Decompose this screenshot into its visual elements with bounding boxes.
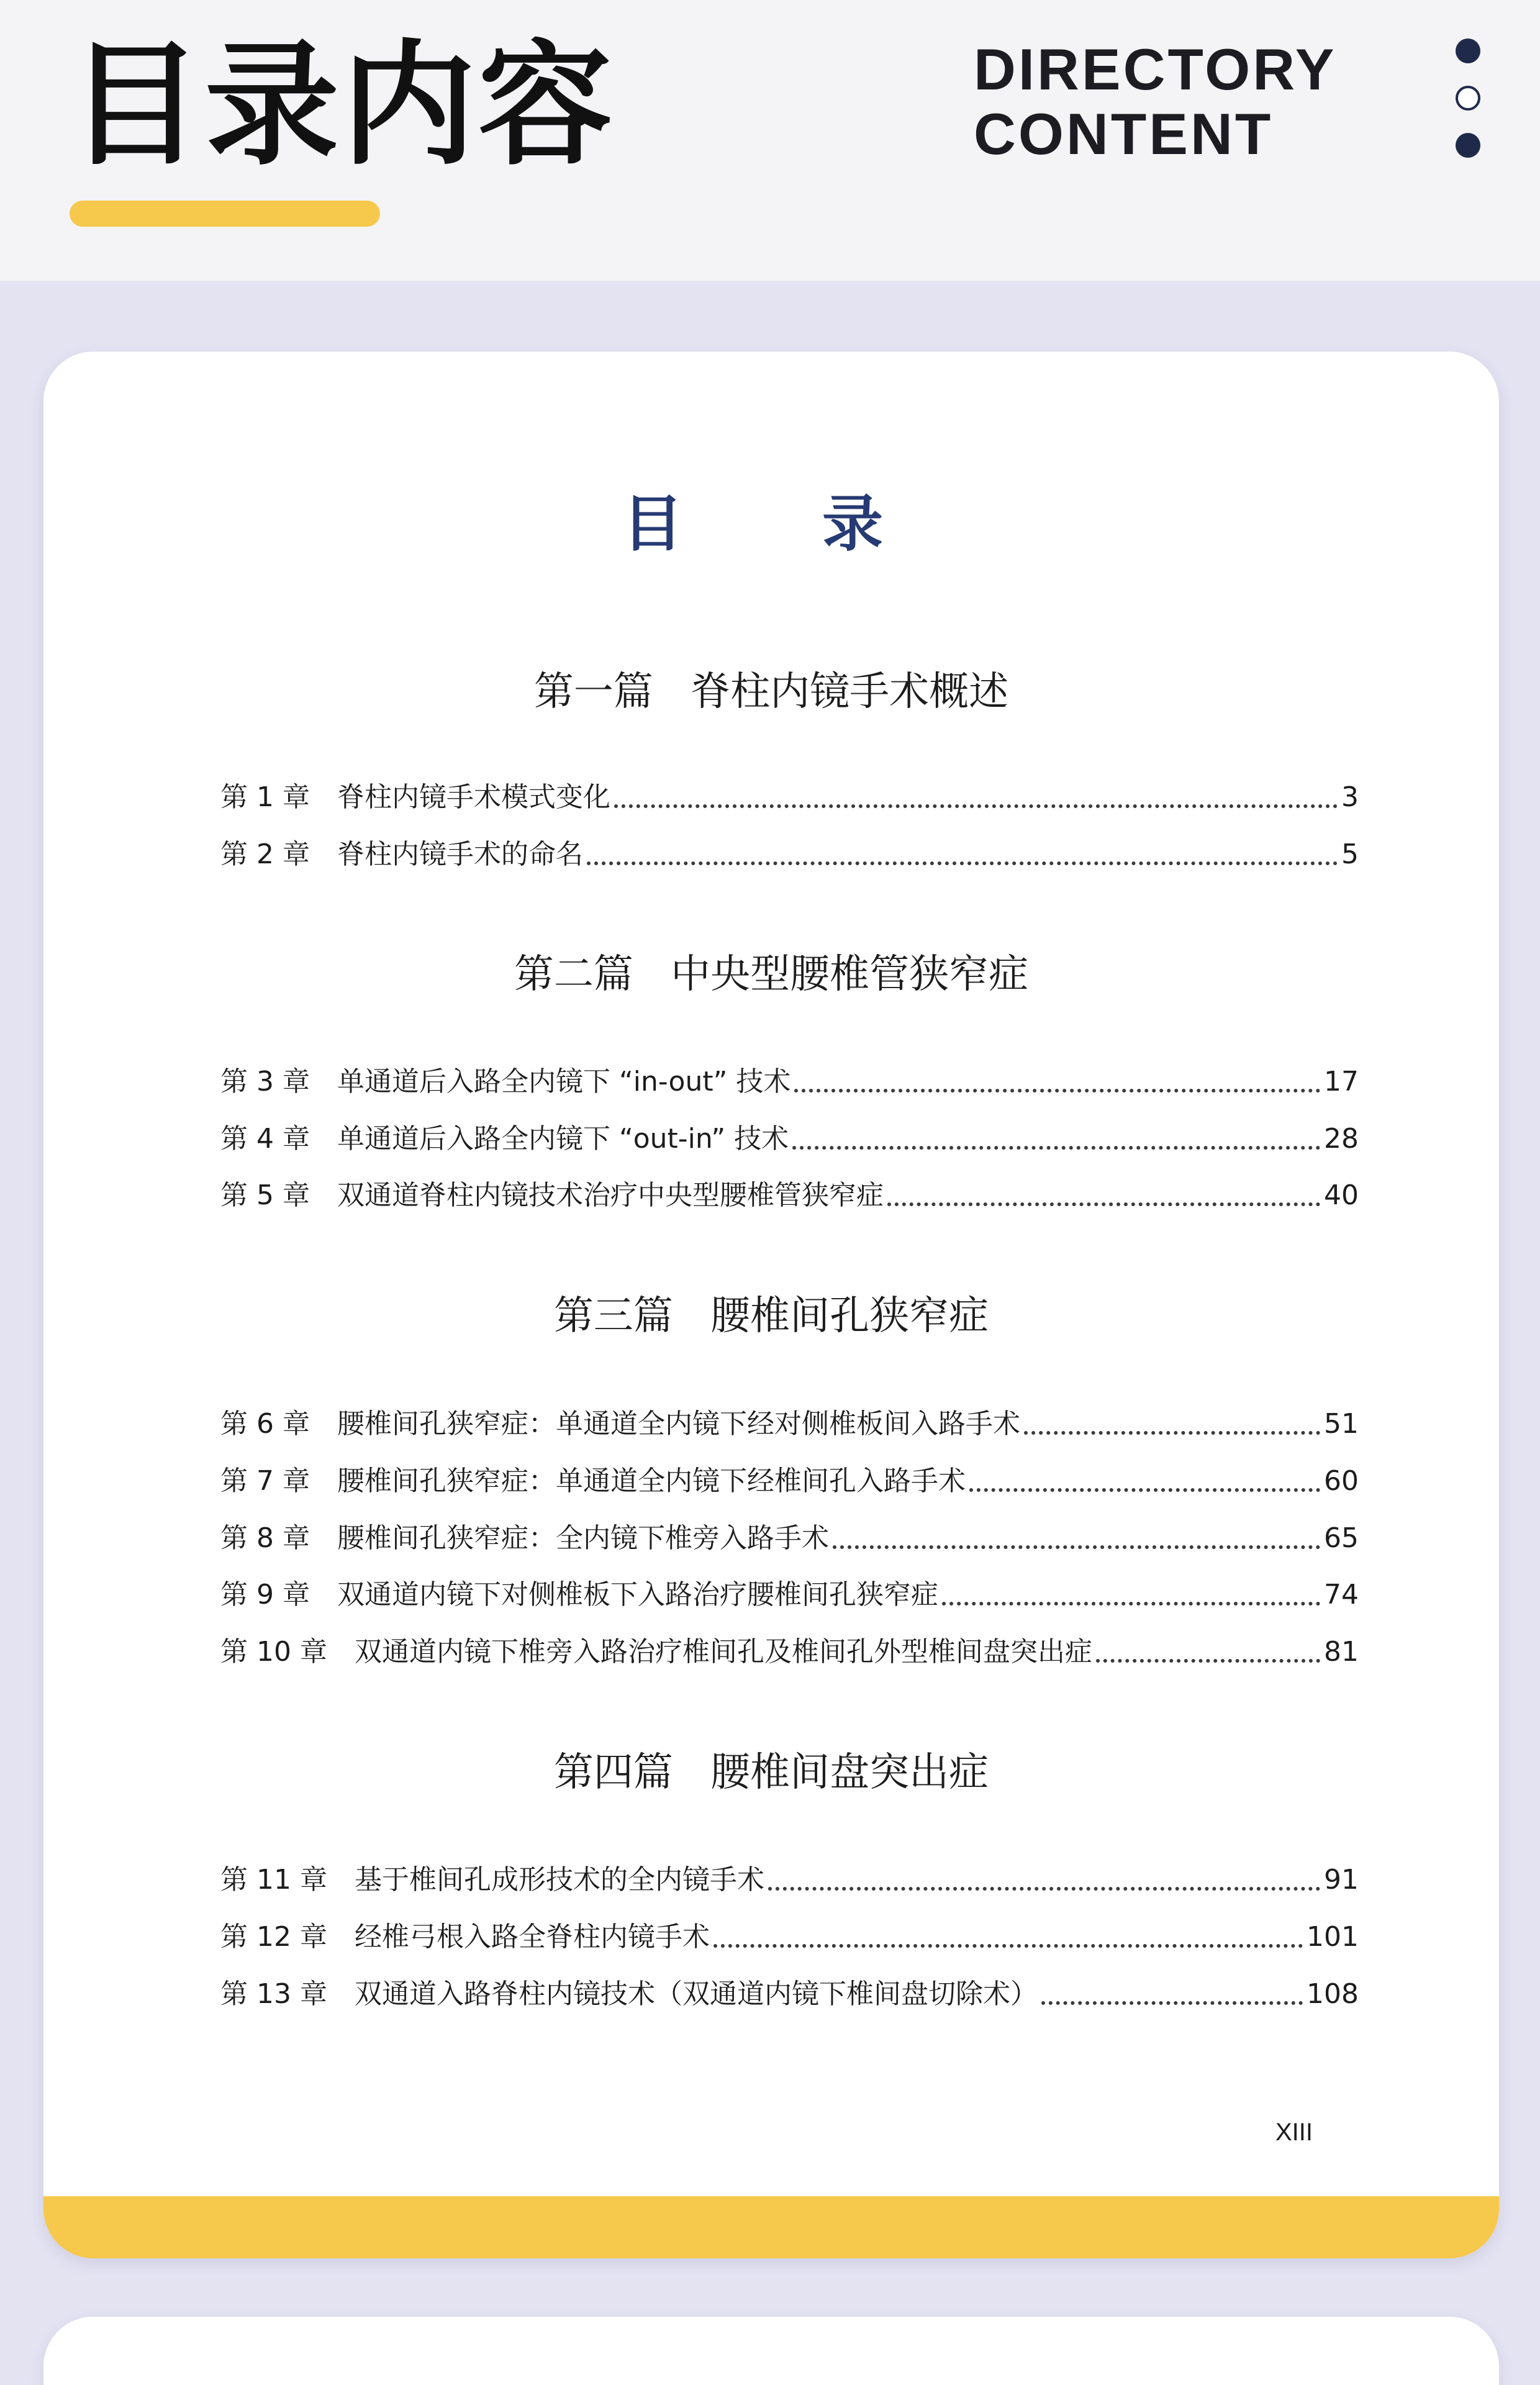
page-ref: 91 (1324, 1864, 1359, 1896)
page-title: 目录内容 (68, 27, 615, 183)
chapter-title: 双通道入路脊柱内镜技术（双通道内镜下椎间盘切除术） (354, 1978, 1038, 2010)
dot-leader (1041, 2001, 1303, 2005)
chapter-number: 第 4 章 (220, 1123, 310, 1155)
page-ref: 28 (1324, 1123, 1359, 1155)
chapter-number: 第 12 章 (220, 1921, 327, 1953)
toc-entry (220, 1517, 1359, 1557)
header-banner (0, 0, 1540, 281)
chapter-number: 第 2 章 (220, 838, 310, 870)
chapter-title: 双通道内镜下对侧椎板下入路治疗腰椎间孔狭窄症 (337, 1579, 938, 1610)
chapter-number: 第 11 章 (220, 1864, 327, 1896)
dot-leader (768, 1887, 1320, 1891)
title-underline (70, 201, 380, 227)
chapter-title: 脊柱内镜手术的命名 (337, 838, 583, 870)
card-accent-bar (43, 2196, 1499, 2258)
toc-entry (220, 1631, 1359, 1671)
page-ref: 81 (1324, 1636, 1359, 1668)
page-ref: 74 (1324, 1579, 1359, 1610)
toc-entry (220, 1460, 1359, 1500)
dot-leader (587, 861, 1338, 865)
dot-leader (794, 1089, 1320, 1093)
dot-leader (614, 804, 1338, 808)
page-ref: 108 (1307, 1978, 1359, 2010)
part-heading: 第二篇 中央型腰椎管狭窄症 (514, 952, 1029, 997)
dot-filled-icon (1456, 133, 1480, 158)
toc-entry (220, 834, 1359, 873)
dot-leader (792, 1146, 1320, 1150)
part-heading: 第三篇 腰椎间孔狭窄症 (553, 1293, 989, 1339)
dot-leader (942, 1602, 1320, 1606)
chapter-number: 第 13 章 (220, 1978, 327, 2010)
chapter-title: 双通道内镜下椎旁入路治疗椎间孔及椎间孔外型椎间盘突出症 (354, 1636, 1092, 1668)
chapter-title: 腰椎间孔狭窄症：全内镜下椎旁入路手术 (337, 1522, 829, 1554)
toc-title: 目 录 (622, 488, 921, 560)
chapter-number: 第 10 章 (220, 1636, 327, 1668)
toc-entry (220, 776, 1359, 816)
dot-leader (833, 1545, 1320, 1549)
page-ref: 3 (1341, 781, 1359, 813)
dot-leader (1024, 1431, 1320, 1435)
page-ref: 51 (1324, 1408, 1359, 1440)
page-ref: 5 (1341, 838, 1359, 870)
dot-filled-icon (1456, 39, 1480, 63)
english-subtitle (974, 37, 1336, 166)
part-heading: 第四篇 腰椎间盘突出症 (553, 1750, 989, 1796)
english-subtitle-line2: CONTENT (974, 101, 1274, 166)
toc-entry (220, 1118, 1359, 1158)
next-card (43, 2317, 1499, 2385)
dot-leader (969, 1488, 1320, 1492)
toc-entry (220, 1061, 1359, 1101)
page-ref: 40 (1324, 1179, 1359, 1211)
page-ref: 65 (1324, 1522, 1359, 1554)
pagination-dots (1456, 39, 1482, 163)
chapter-title: 腰椎间孔狭窄症：单通道全内镜下经对侧椎板间入路手术 (337, 1408, 1020, 1440)
chapter-title: 脊柱内镜手术模式变化 (337, 781, 610, 813)
chapter-number: 第 9 章 (220, 1579, 310, 1610)
english-subtitle-line1: DIRECTORY (974, 37, 1337, 102)
chapter-title: 基于椎间孔成形技术的全内镜手术 (354, 1864, 764, 1896)
toc-entry (220, 1973, 1359, 2013)
chapter-number: 第 7 章 (220, 1465, 310, 1497)
chapter-number: 第 6 章 (220, 1408, 310, 1440)
chapter-title: 双通道脊柱内镜技术治疗中央型腰椎管狭窄症 (337, 1179, 884, 1211)
chapter-number: 第 1 章 (220, 781, 310, 813)
dot-leader (713, 1944, 1303, 1948)
page-ref: 60 (1324, 1465, 1359, 1497)
chapter-title: 单通道后入路全内镜下 “in-out” 技术 (337, 1066, 791, 1097)
page-ref: 101 (1307, 1921, 1359, 1953)
chapter-title: 单通道后入路全内镜下 “out-in” 技术 (337, 1123, 789, 1155)
chapter-number: 第 5 章 (220, 1179, 310, 1211)
chapter-number: 第 8 章 (220, 1522, 310, 1554)
toc-entry (220, 1859, 1359, 1899)
page-number: XIII (1275, 2119, 1313, 2146)
toc-entry (220, 1916, 1359, 1956)
part-heading: 第一篇 脊柱内镜手术概述 (533, 669, 1009, 715)
toc-entry (220, 1174, 1359, 1214)
chapter-title: 经椎弓根入路全脊柱内镜手术 (354, 1921, 710, 1953)
dot-leader (887, 1202, 1320, 1206)
dot-hollow-icon (1456, 86, 1480, 111)
chapter-number: 第 3 章 (220, 1066, 310, 1097)
dot-leader (1096, 1659, 1320, 1663)
toc-card (43, 352, 1499, 2258)
toc-entry (220, 1403, 1359, 1443)
chapter-title: 腰椎间孔狭窄症：单通道全内镜下经椎间孔入路手术 (337, 1465, 966, 1497)
page-ref: 17 (1324, 1066, 1359, 1097)
toc-entry (220, 1574, 1359, 1614)
